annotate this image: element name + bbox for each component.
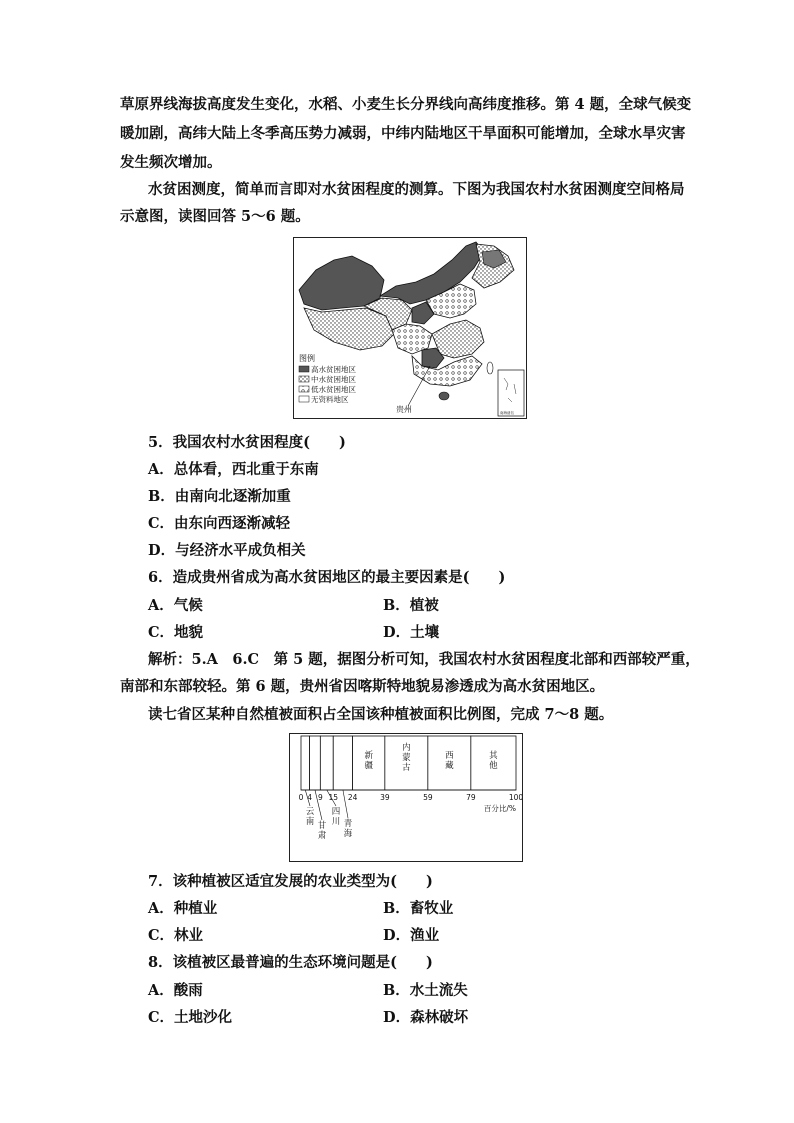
q6-option-b[interactable]: B．植被 [383, 597, 439, 614]
inset-box [498, 370, 524, 416]
bar-segment [301, 736, 310, 790]
intro-line-2: 暖加剧，高纬大陆上冬季高压势力减弱，中纬内陆地区干旱面积可能增加，全球水旱灾害 [120, 125, 686, 142]
q5-stem: 5．我国农村水贫困程度( ) [148, 434, 346, 451]
legend-mid: 中水贫困地区 [311, 375, 356, 384]
legend-swatch-none [299, 396, 309, 402]
q6-option-c[interactable]: C．地貌 [148, 624, 204, 641]
q7-option-d[interactable]: D．渔业 [383, 927, 440, 944]
legend-high: 高水贫困地区 [311, 365, 356, 374]
region-tibet [304, 308, 394, 350]
q6-option-d[interactable]: D．土壤 [383, 624, 440, 641]
tick-label: 4 [307, 793, 312, 802]
tick-label: 0 [298, 793, 304, 802]
segment-label: 云南 [305, 807, 315, 827]
axis-label: 百分比/% [483, 804, 516, 813]
region-xinjiang [299, 256, 384, 310]
legend-none: 无资料地区 [311, 395, 349, 404]
segment-label: 甘肃 [317, 821, 327, 841]
intro-line-3: 发生频次增加。 [120, 154, 222, 171]
answer-line-1: 解析：5.A 6.C 第 5 题，据图分析可知，我国农村水贫困程度北部和西部较严重， [148, 651, 700, 668]
tick-label: 59 [423, 793, 433, 802]
segment-label: 内蒙古 [402, 743, 411, 773]
segment-label: 其他 [489, 751, 498, 771]
q8-stem: 8．该植被区最普遍的生态环境问题是( ) [148, 954, 433, 971]
legend-swatch-high [299, 366, 309, 372]
q7-option-c[interactable]: C．林业 [148, 927, 204, 944]
bar-segment [310, 736, 321, 790]
intro-line-4: 水贫困测度，简单而言即对水贫困程度的测算。下图为我国农村水贫困测度空间格局 [148, 181, 685, 198]
legend-swatch-mid [299, 376, 309, 382]
vegetation-chart [289, 733, 523, 862]
segment-label: 西藏 [445, 751, 454, 771]
segment-label: 新疆 [364, 751, 373, 771]
q6-stem: 6．造成贵州省成为高水贫困地区的最主要因素是( ) [148, 569, 506, 586]
tick-label: 79 [466, 793, 476, 802]
tick-label: 9 [317, 793, 323, 802]
q5-option-d[interactable]: D．与经济水平成负相关 [148, 542, 306, 559]
bar-segment [333, 736, 352, 790]
tick-label: 24 [347, 793, 358, 802]
tick-label: 15 [328, 793, 339, 802]
q5-option-c[interactable]: C．由东向西逐渐减轻 [148, 515, 291, 532]
legend-title: 图例 [299, 354, 315, 363]
tick-label: 100 [508, 793, 522, 802]
region-hainan [439, 392, 449, 400]
q8-option-d[interactable]: D．森林破坏 [383, 1009, 469, 1026]
water-poverty-map [293, 237, 527, 419]
segment-label: 青海 [343, 819, 353, 839]
segment-label: 四川 [331, 807, 341, 827]
chart-svg [290, 734, 522, 861]
legend-low: 低水贫困地区 [311, 385, 356, 394]
answer-line-2: 南部和东部较轻。第 6 题，贵州省因喀斯特地貌易渗透成为高水贫困地区。 [120, 678, 605, 695]
q5-option-b[interactable]: B．由南向北逐渐加重 [148, 488, 291, 505]
q8-option-b[interactable]: B．水土流失 [383, 982, 468, 999]
intro2-line: 读七省区某种自然植被面积占全国该种植被面积比例图，完成 7～8 题。 [148, 706, 614, 723]
q8-option-a[interactable]: A．酸雨 [148, 982, 203, 999]
q7-option-b[interactable]: B．畜牧业 [383, 900, 454, 917]
bar-segment [320, 736, 333, 790]
q6-option-a[interactable]: A．气候 [148, 597, 203, 614]
intro-line-5: 示意图，读图回答 5～6 题。 [120, 208, 310, 225]
inset-label: 南海诸岛 [500, 411, 514, 415]
region-taiwan [487, 362, 493, 374]
q7-stem: 7．该种植被区适宜发展的农业类型为( ) [148, 873, 433, 890]
map-svg [294, 238, 526, 418]
legend-swatch-low [299, 386, 309, 392]
q8-option-c[interactable]: C．土地沙化 [148, 1009, 233, 1026]
label-guizhou: 贵州 [396, 405, 412, 414]
q7-option-a[interactable]: A．种植业 [148, 900, 218, 917]
q5-option-a[interactable]: A．总体看，西北重于东南 [148, 461, 319, 478]
tick-label: 39 [380, 793, 390, 802]
intro-line-1: 草原界线海拔高度发生变化，水稻、小麦生长分界线向高纬度推移。第 4 题，全球气候变 [120, 96, 692, 113]
